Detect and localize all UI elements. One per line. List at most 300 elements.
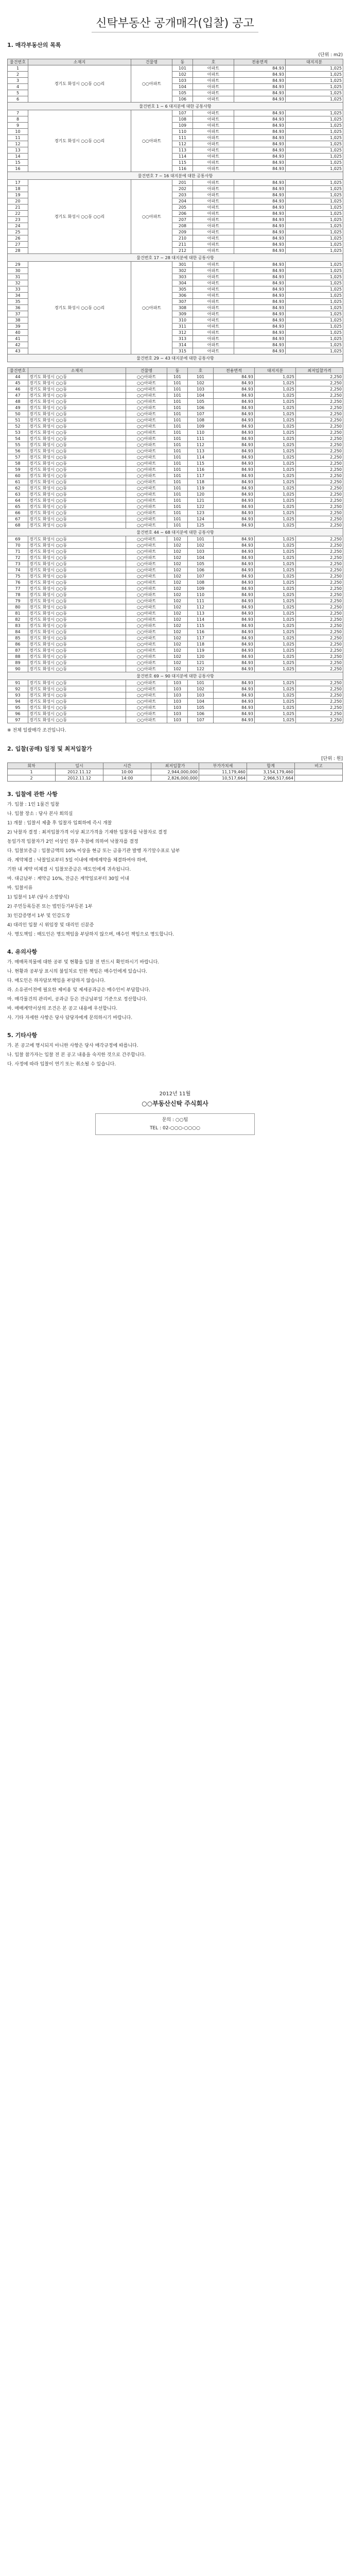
unit-cell: 304 (172, 280, 193, 286)
land-share-cell: 1,025 (255, 580, 296, 586)
min-price-cell: 2,250 (296, 561, 343, 567)
land-share-cell: 1,025 (255, 705, 296, 711)
ho-cell: 101 (188, 374, 214, 380)
land-share-cell: 1,025 (255, 386, 296, 393)
unit-cell: 310 (172, 317, 193, 324)
min-price-cell: 2,250 (296, 442, 343, 448)
min-price-cell: 2,250 (296, 436, 343, 442)
area-cell: 84.93 (214, 549, 255, 555)
table-row (8, 516, 343, 522)
area-cell: 84.93 (214, 405, 255, 411)
unit-cell: 204 (172, 198, 193, 205)
unit-cell: 311 (172, 324, 193, 330)
area-cell: 84.93 (234, 262, 286, 268)
land-share-cell: 1,025 (286, 166, 343, 172)
type-cell: 아파트 (193, 116, 234, 123)
area-cell: 84.93 (214, 641, 255, 648)
address-cell: 경기도 화성시 ○○동 (28, 430, 126, 436)
item-number-cell: 58 (8, 461, 28, 467)
unit-cell: 210 (172, 235, 193, 242)
dong-cell: 101 (167, 467, 188, 473)
address-cell: 경기도 화성시 ○○동 (28, 374, 126, 380)
dong-cell: 102 (167, 666, 188, 672)
unit-cell: 113 (172, 147, 193, 154)
ho-cell: 114 (188, 454, 214, 461)
land-share-cell: 1,025 (286, 154, 343, 160)
dong-cell: 101 (167, 448, 188, 454)
body-line: 4) 대리인 입찰 시 위임장 및 대리인 신분증 (7, 923, 94, 928)
footnote: ※ 전체 일괄매각 조건입니다. (7, 728, 66, 733)
area-cell: 84.93 (234, 317, 286, 324)
area-cell: 84.93 (234, 135, 286, 141)
type-cell: 아파트 (193, 160, 234, 166)
address-cell: 경기도 화성시 ○○동 (28, 686, 126, 692)
item-number-cell: 66 (8, 510, 28, 516)
ho-cell: 110 (188, 430, 214, 436)
dong-cell: 101 (167, 436, 188, 442)
address-cell: 경기도 화성시 ○○동 (28, 442, 126, 448)
min-price-cell: 2,250 (296, 399, 343, 405)
address-cell: 경기도 화성시 ○○동 (28, 604, 126, 611)
table-row (8, 705, 343, 711)
unit-cell: 102 (172, 72, 193, 78)
area-cell: 84.93 (234, 72, 286, 78)
unit-cell: 105 (172, 90, 193, 96)
address-cell: 경기도 화성시 ○○동 (28, 543, 126, 549)
area-cell: 84.93 (214, 711, 255, 717)
land-share-cell: 1,025 (255, 592, 296, 598)
ho-cell: 102 (188, 380, 214, 386)
land-share-cell: 1,025 (255, 436, 296, 442)
table-row (8, 666, 343, 672)
ho-cell: 124 (188, 516, 214, 522)
body-line: 가. 매매목적물에 대한 공부 및 현황을 입찰 전 반드시 확인하시기 바랍니다. (7, 960, 160, 965)
item-number-cell: 42 (8, 342, 28, 348)
dong-cell: 101 (167, 473, 188, 479)
item-number-cell: 30 (8, 268, 28, 274)
closing (7, 1090, 343, 1135)
item-number-cell: 3 (8, 78, 28, 84)
area-cell: 84.93 (214, 567, 255, 573)
body-line: 3) 인감증명서 1부 및 인감도장 (7, 913, 71, 919)
ho-cell: 118 (188, 641, 214, 648)
dong-cell: 103 (167, 686, 188, 692)
land-share-cell: 1,025 (286, 299, 343, 305)
building-cell: ○○아파트 (126, 436, 167, 442)
table-row (8, 479, 343, 485)
dong-cell: 103 (167, 699, 188, 705)
table-row (8, 543, 343, 549)
area-cell: 84.93 (214, 436, 255, 442)
ho-cell: 107 (188, 411, 214, 417)
area-cell: 84.93 (234, 336, 286, 342)
item-number-cell: 16 (8, 166, 28, 172)
building-cell: ○○아파트 (126, 580, 167, 586)
area-cell: 84.93 (214, 680, 255, 686)
schedule-cell: 10:00 (103, 769, 151, 775)
land-share-cell: 1,025 (286, 248, 343, 254)
ho-cell: 122 (188, 504, 214, 510)
land-share-cell: 1,025 (255, 522, 296, 529)
schedule-cell: 2,826,000,000 (151, 775, 199, 782)
land-share-cell: 1,025 (255, 617, 296, 623)
min-price-cell: 2,250 (296, 498, 343, 504)
dong-cell: 102 (167, 573, 188, 580)
area-cell: 84.93 (214, 386, 255, 393)
table-header-cell: 소재지 (28, 368, 126, 374)
min-price-cell: 2,250 (296, 555, 343, 561)
section-4-body (7, 958, 343, 1023)
type-cell: 아파트 (193, 166, 234, 172)
type-cell: 아파트 (193, 180, 234, 186)
area-cell: 84.93 (234, 235, 286, 242)
dong-cell: 101 (167, 504, 188, 510)
type-cell: 아파트 (193, 286, 234, 293)
table-row (8, 110, 343, 116)
contact-phone: TEL : 02-○○○-○○○○ (150, 1126, 200, 1131)
building-cell: ○○아파트 (126, 399, 167, 405)
schedule-cell (295, 769, 343, 775)
area-cell: 84.93 (234, 299, 286, 305)
land-share-cell: 1,025 (255, 623, 296, 629)
dong-cell: 101 (167, 485, 188, 492)
ho-cell: 110 (188, 592, 214, 598)
min-price-cell: 2,250 (296, 510, 343, 516)
section-5-title: 5. 기타사항 (7, 1032, 38, 1039)
ho-cell: 104 (188, 555, 214, 561)
address-cell: 경기도 화성시 ○○동 (28, 393, 126, 399)
min-price-cell: 2,250 (296, 386, 343, 393)
schedule-cell (295, 775, 343, 782)
area-cell: 84.93 (234, 141, 286, 147)
unit-cell: 306 (172, 293, 193, 299)
item-number-cell: 91 (8, 680, 28, 686)
table-row (8, 399, 343, 405)
item-number-cell: 65 (8, 504, 28, 510)
ho-cell: 122 (188, 666, 214, 672)
area-cell: 84.93 (234, 223, 286, 229)
table-header-cell: 동 (172, 59, 193, 65)
body-line: 동일가격 입찰자가 2인 이상인 경우 추첨에 의하여 낙찰자를 결정 (7, 839, 138, 844)
unit-cell: 205 (172, 205, 193, 211)
building-cell: ○○아파트 (126, 635, 167, 641)
land-share-cell: 1,025 (255, 536, 296, 543)
table-header-cell: 건물명 (126, 368, 167, 374)
area-cell: 84.93 (234, 110, 286, 116)
land-share-cell: 1,025 (286, 72, 343, 78)
address-cell: 경기도 화성시 ○○동 (28, 699, 126, 705)
item-number-cell: 71 (8, 549, 28, 555)
type-cell: 아파트 (193, 65, 234, 72)
area-cell: 84.93 (214, 516, 255, 522)
dong-cell: 101 (167, 510, 188, 516)
item-number-cell: 43 (8, 348, 28, 354)
item-number-cell: 55 (8, 442, 28, 448)
table-row (8, 611, 343, 617)
table-header-cell: 대지지분 (286, 59, 343, 65)
min-price-cell: 2,250 (296, 567, 343, 573)
building-cell: ○○아파트 (131, 65, 172, 103)
unit-cell: 207 (172, 217, 193, 223)
area-cell: 84.93 (214, 467, 255, 473)
area-cell: 84.93 (214, 611, 255, 617)
schedule-cell: 2,966,517,664 (247, 775, 295, 782)
unit-cell: 309 (172, 311, 193, 317)
area-cell: 84.93 (234, 160, 286, 166)
closing-date: 2012년 11월 (159, 1091, 191, 1097)
land-share-cell: 1,025 (255, 635, 296, 641)
address-cell: 경기도 화성시 ○○동 (28, 641, 126, 648)
address-cell: 경기도 화성시 ○○동 ○○리 (28, 65, 131, 103)
dong-cell: 101 (167, 380, 188, 386)
table-row (8, 567, 343, 573)
table-header-cell: 시간 (103, 763, 151, 769)
item-number-cell: 87 (8, 648, 28, 654)
dong-cell: 102 (167, 611, 188, 617)
ho-cell: 111 (188, 598, 214, 604)
type-cell: 아파트 (193, 147, 234, 154)
item-number-cell: 88 (8, 654, 28, 660)
schedule-cell: 11,179,460 (199, 769, 247, 775)
land-share-cell: 1,025 (255, 467, 296, 473)
body-line: 바. 매매계약서상의 조건은 본 공고 내용에 우선합니다. (7, 1006, 118, 1011)
ho-cell: 111 (188, 436, 214, 442)
min-price-cell: 2,250 (296, 686, 343, 692)
page-title: 신탁부동산 공개매각(입찰) 공고 (7, 7, 343, 33)
area-cell: 84.93 (214, 393, 255, 399)
table-row (8, 492, 343, 498)
unit-note: (단위 : m2) (318, 53, 343, 58)
area-cell: 84.93 (214, 448, 255, 454)
building-cell: ○○아파트 (126, 660, 167, 666)
ho-cell: 107 (188, 573, 214, 580)
area-cell: 84.93 (214, 573, 255, 580)
address-cell: 경기도 화성시 ○○동 (28, 467, 126, 473)
min-price-cell: 2,250 (296, 467, 343, 473)
item-number-cell: 76 (8, 580, 28, 586)
table-header-cell: 회차 (8, 763, 56, 769)
area-cell: 84.93 (214, 598, 255, 604)
address-cell: 경기도 화성시 ○○동 (28, 680, 126, 686)
schedule-table (7, 762, 343, 782)
type-cell: 아파트 (193, 96, 234, 103)
building-cell: ○○아파트 (126, 543, 167, 549)
land-share-cell: 1,025 (255, 648, 296, 654)
address-cell: 경기도 화성시 ○○동 (28, 623, 126, 629)
table-row (8, 717, 343, 723)
table-header-cell: 건물명 (131, 59, 172, 65)
land-share-cell: 1,025 (255, 485, 296, 492)
land-share-cell: 1,025 (286, 180, 343, 186)
body-line: 라. 계약체결 : 낙찰일로부터 5일 이내에 매매계약을 체결하여야 하며, (7, 858, 148, 863)
land-share-cell: 1,025 (286, 305, 343, 311)
item-number-cell: 5 (8, 90, 28, 96)
item-number-cell: 13 (8, 147, 28, 154)
item-number-cell: 11 (8, 135, 28, 141)
area-cell: 84.93 (234, 147, 286, 154)
note-row (8, 103, 343, 110)
dong-cell: 101 (167, 374, 188, 380)
type-cell: 아파트 (193, 299, 234, 305)
type-cell: 아파트 (193, 141, 234, 147)
section-1-title: 1. 매각부동산의 목록 (7, 42, 61, 48)
table-row (8, 417, 343, 423)
land-share-cell: 1,025 (255, 448, 296, 454)
item-number-cell: 46 (8, 386, 28, 393)
dong-cell: 101 (167, 461, 188, 467)
ho-cell: 105 (188, 399, 214, 405)
item-number-cell: 62 (8, 485, 28, 492)
table-row (8, 549, 343, 555)
item-number-cell: 40 (8, 330, 28, 336)
table-row (8, 180, 343, 186)
unit-note-2: [단위 : 원] (321, 756, 343, 761)
ho-cell: 106 (188, 711, 214, 717)
unit-cell: 110 (172, 129, 193, 135)
item-number-cell: 61 (8, 479, 28, 485)
land-share-cell: 1,025 (286, 192, 343, 198)
min-price-cell: 2,250 (296, 461, 343, 467)
ho-cell: 109 (188, 586, 214, 592)
group-note-cell: 물건번호 69 ~ 90 대지분에 대한 공통사항 (8, 672, 343, 680)
item-number-cell: 32 (8, 280, 28, 286)
table-header-cell: 전용면적 (214, 368, 255, 374)
building-cell: ○○아파트 (126, 498, 167, 504)
body-line: 사. 명도책임 : 매도인은 명도책임을 부담하지 않으며, 매수인 책임으로 명도합니다. (7, 932, 174, 937)
dong-cell: 103 (167, 711, 188, 717)
area-cell: 84.93 (234, 268, 286, 274)
building-cell: ○○아파트 (126, 386, 167, 393)
area-cell: 84.93 (234, 154, 286, 160)
table-row (8, 699, 343, 705)
type-cell: 아파트 (193, 78, 234, 84)
min-price-cell: 2,250 (296, 611, 343, 617)
building-cell: ○○아파트 (126, 717, 167, 723)
area-cell: 84.93 (214, 485, 255, 492)
section-3-title: 3. 입찰에 관한 사항 (7, 791, 58, 798)
land-share-cell: 1,025 (255, 573, 296, 580)
min-price-cell: 2,250 (296, 411, 343, 417)
item-number-cell: 21 (8, 205, 28, 211)
item-number-cell: 69 (8, 536, 28, 543)
address-cell: 경기도 화성시 ○○동 (28, 666, 126, 672)
type-cell: 아파트 (193, 242, 234, 248)
min-price-cell: 2,250 (296, 492, 343, 498)
schedule-cell: 1 (8, 769, 56, 775)
table-row (8, 498, 343, 504)
body-line: 가. 입찰 : 1인 1물건 입찰 (7, 802, 60, 807)
type-cell: 아파트 (193, 324, 234, 330)
land-share-cell: 1,025 (255, 405, 296, 411)
item-number-cell: 56 (8, 448, 28, 454)
type-cell: 아파트 (193, 110, 234, 116)
dong-cell: 101 (167, 454, 188, 461)
area-cell: 84.93 (234, 311, 286, 317)
land-share-cell: 1,025 (286, 324, 343, 330)
unit-cell: 305 (172, 286, 193, 293)
item-number-cell: 44 (8, 374, 28, 380)
area-cell: 84.93 (214, 479, 255, 485)
ho-cell: 103 (188, 549, 214, 555)
table-row (8, 423, 343, 430)
address-cell: 경기도 화성시 ○○동 (28, 510, 126, 516)
ho-cell: 105 (188, 705, 214, 711)
table-header-cell: 동 (167, 368, 188, 374)
dong-cell: 102 (167, 580, 188, 586)
table-header-cell: 물건번호 (8, 59, 28, 65)
ho-cell: 102 (188, 543, 214, 549)
dong-cell: 102 (167, 660, 188, 666)
min-price-cell: 2,250 (296, 423, 343, 430)
land-share-cell: 1,025 (255, 598, 296, 604)
dong-cell: 102 (167, 598, 188, 604)
dong-cell: 101 (167, 492, 188, 498)
dong-cell: 102 (167, 586, 188, 592)
item-number-cell: 23 (8, 217, 28, 223)
dong-cell: 103 (167, 680, 188, 686)
dong-cell: 102 (167, 549, 188, 555)
group-note-cell: 물건번호 44 ~ 68 대지분에 대한 공통사항 (8, 529, 343, 536)
dong-cell: 102 (167, 604, 188, 611)
table-header-cell: 최저입찰가 (151, 763, 199, 769)
area-cell: 84.93 (234, 229, 286, 235)
address-cell: 경기도 화성시 ○○동 (28, 536, 126, 543)
building-cell: ○○아파트 (131, 180, 172, 254)
item-number-cell: 78 (8, 592, 28, 598)
dong-cell: 102 (167, 654, 188, 660)
area-cell: 84.93 (214, 648, 255, 654)
note-row (8, 172, 343, 180)
land-share-cell: 1,025 (286, 84, 343, 90)
building-cell: ○○아파트 (126, 555, 167, 561)
dong-cell: 102 (167, 623, 188, 629)
land-share-cell: 1,025 (286, 116, 343, 123)
note-row (8, 529, 343, 536)
address-cell: 경기도 화성시 ○○동 (28, 485, 126, 492)
building-cell: ○○아파트 (126, 711, 167, 717)
address-cell: 경기도 화성시 ○○동 (28, 504, 126, 510)
body-line: 다. 사정에 따라 입찰이 연기 또는 취소될 수 있습니다. (7, 1062, 116, 1067)
item-number-cell: 47 (8, 393, 28, 399)
land-share-cell: 1,025 (255, 717, 296, 723)
min-price-cell: 2,250 (296, 536, 343, 543)
min-price-cell: 2,250 (296, 623, 343, 629)
building-cell: ○○아파트 (126, 598, 167, 604)
item-number-cell: 35 (8, 299, 28, 305)
body-text (7, 790, 343, 1069)
item-number-cell: 51 (8, 417, 28, 423)
land-share-cell: 1,025 (255, 699, 296, 705)
type-cell: 아파트 (193, 248, 234, 254)
ho-cell: 103 (188, 692, 214, 699)
area-cell: 84.93 (214, 629, 255, 635)
address-cell: 경기도 화성시 ○○동 (28, 555, 126, 561)
item-number-cell: 48 (8, 399, 28, 405)
address-cell: 경기도 화성시 ○○동 (28, 498, 126, 504)
min-price-cell: 2,250 (296, 680, 343, 686)
table-header-cell: 대지지분 (255, 368, 296, 374)
ho-cell: 119 (188, 648, 214, 654)
body-line: 바. 입찰서류 (7, 886, 33, 891)
area-cell: 84.93 (234, 324, 286, 330)
type-cell: 아파트 (193, 268, 234, 274)
area-cell: 84.93 (214, 717, 255, 723)
unit-cell: 115 (172, 160, 193, 166)
min-price-cell: 2,250 (296, 660, 343, 666)
ho-cell: 117 (188, 473, 214, 479)
ho-cell: 104 (188, 699, 214, 705)
ho-cell: 115 (188, 461, 214, 467)
